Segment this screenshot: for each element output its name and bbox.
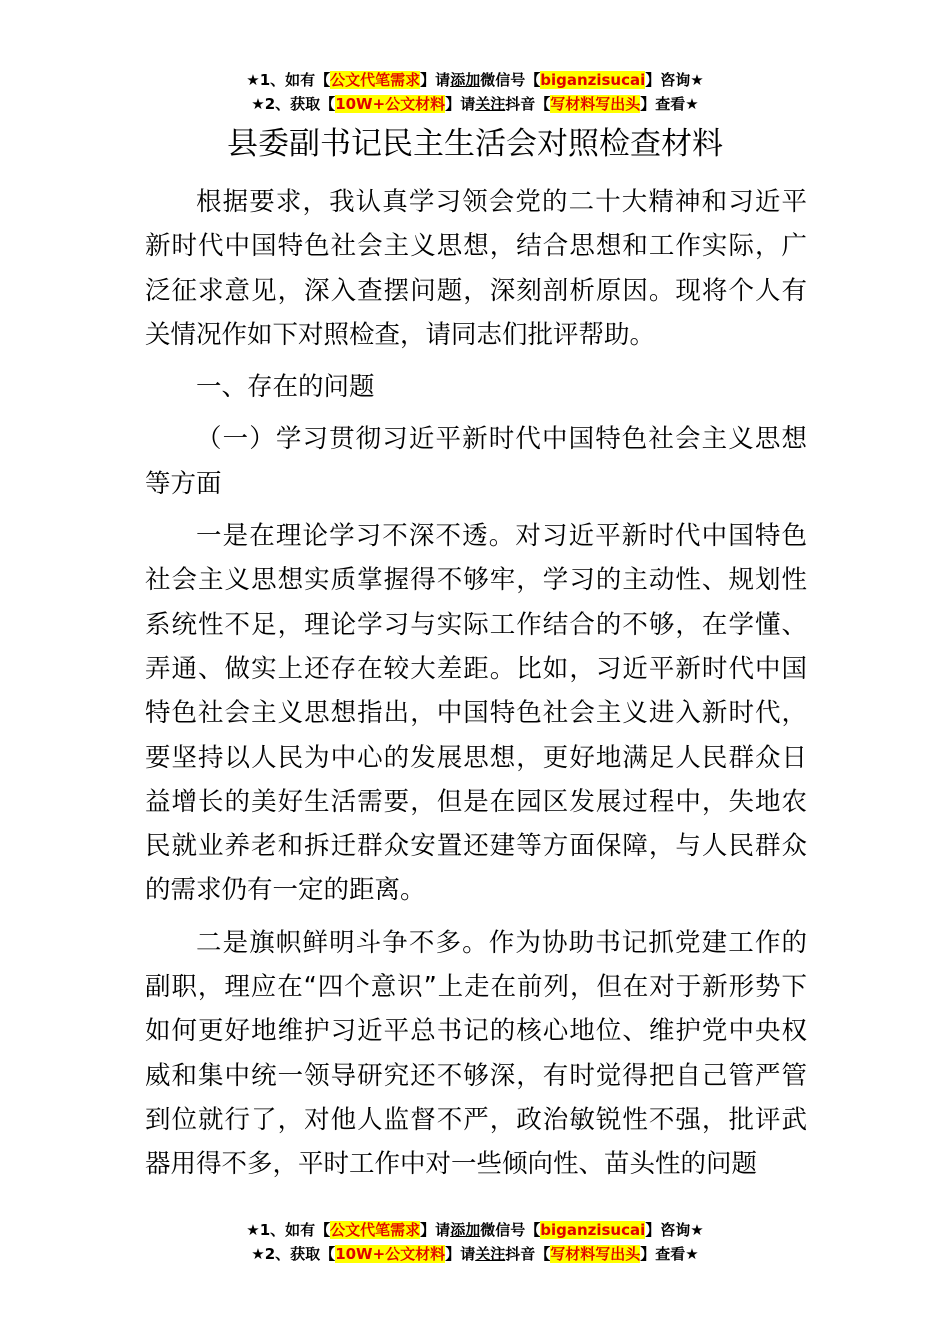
section-heading: 一、存在的问题 — [196, 372, 375, 403]
ad-wechat-id: biganzisucai — [540, 1221, 646, 1239]
ad-douyin-id: 写材料写出头 — [550, 1245, 641, 1263]
ad-line-1: ★1、如有【公文代笔需求】请添加微信号【biganzisucai】咨询★ — [246, 1221, 704, 1239]
intro-paragraph: 根据要求，我认真学习领会党的二十大精神和习近平新时代中国特色社会主义思想，结合思想和工作实际，广泛征求意见，深入查摆问题，深刻剖析原因。现将个人有关情况作如下对照检查，请同志们批评帮助。 — [145, 187, 807, 350]
ad-highlight: 公文代笔需求 — [330, 71, 421, 89]
ad-wechat-id: biganzisucai — [540, 71, 646, 89]
footer-ad — [0, 1218, 950, 1266]
ad-line-2: ★2、获取【10W+公文材料】请关注抖音【写材料写出头】查看★ — [251, 95, 699, 113]
ad-douyin-id: 写材料写出头 — [550, 95, 641, 113]
document-body — [145, 180, 807, 1187]
ad-highlight: 公文代笔需求 — [330, 1221, 421, 1239]
paragraph-point-1: 一是在理论学习不深不透。对习近平新时代中国特色社会主义思想实质掌握得不够牢，学习的主动性、规划性系统性不足，理论学习与实际工作结合的不够，在学懂、弄通、做实上还存在较大差距。比如，习近平新时代中国特色社会主义思想指出，中国特色社会主义进入新时代，要坚持以人民为中心的发展思想，更好地满足人民群众日益增长的美好生活需要，但是在园区发展过程中，失地农民就业养老和拆迁群众安置还建等方面保障，与人民群众的需求仍有一定的距离。 — [145, 521, 807, 906]
ad-line-1: ★1、如有【公文代笔需求】请添加微信号【biganzisucai】咨询★ — [246, 71, 704, 89]
ad-highlight: 10W+公文材料 — [335, 95, 446, 113]
ad-highlight: 10W+公文材料 — [335, 1245, 446, 1263]
document-title: 县委副书记民主生活会对照检查材料 — [227, 126, 723, 162]
paragraph-point-2: 二是旗帜鲜明斗争不多。作为协助书记抓党建工作的副职，理应在“四个意识”上走在前列，但在对于新形势下如何更好地维护习近平总书记的核心地位、维护党中央权威和集中统一领导研究还不够深，有时觉得把自己管严管到位就行了，对他人监督不严，政治敏锐性不强，批评武器用得不多，平时工作中对一些倾向性、苗头性的问题 — [145, 927, 807, 1180]
header-ad — [0, 68, 950, 116]
ad-line-2: ★2、获取【10W+公文材料】请关注抖音【写材料写出头】查看★ — [251, 1245, 699, 1263]
subsection-heading: （一）学习贯彻习近平新时代中国特色社会主义思想等方面 — [145, 424, 807, 499]
